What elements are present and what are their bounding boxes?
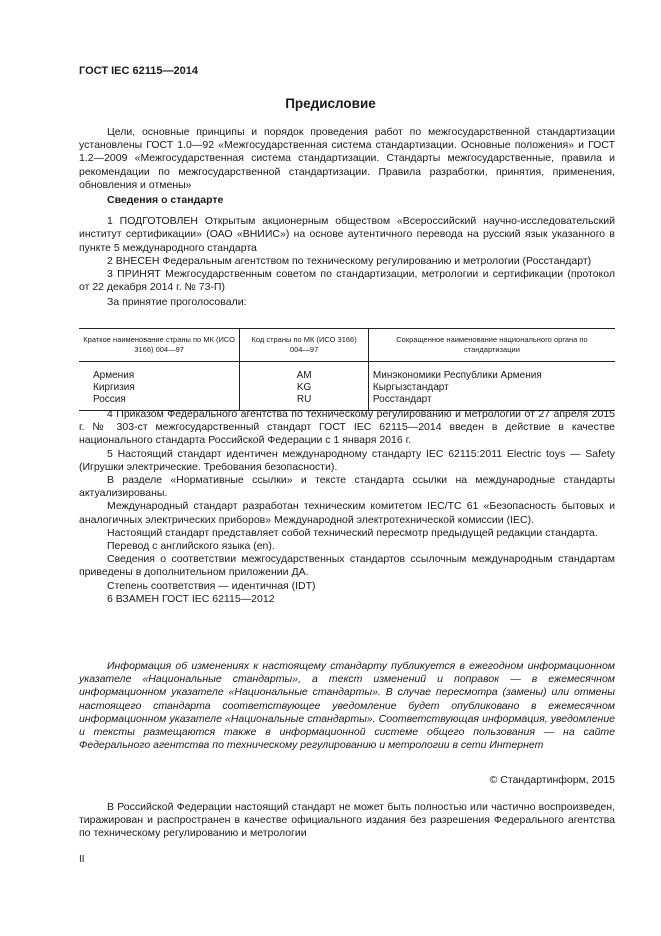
organization-cell: Росстандарт: [368, 394, 615, 411]
rights-paragraph: В Российской Федерации настоящий стандарт не может быть полностью или частично воспроизведен, тиражирован и распространен в качестве официального издания без разрешения Федерального агентства по техническому регулированию и метрологии: [79, 801, 615, 840]
table-header-code: Код страны по МК (ИСО 3166) 004—97: [240, 329, 369, 362]
intro-block: [79, 126, 615, 192]
code-cell: RU: [240, 394, 369, 411]
notice-block: [79, 660, 615, 752]
country-cell: Киргизия: [93, 382, 135, 393]
standard-info-block: [79, 194, 615, 310]
standard-details-block: [79, 408, 615, 606]
notice-paragraph: Информация об изменениях к настоящему стандарту публикуется в ежегодном информационном указателе «Национальные стандарты», а текст изменений и поправок — в ежемесячном информационном указателе «Национальные стандарты». В случае пересмотра (замены) или отмены настоящего стандарта соответствующее уведомление будет опубликовано в ежемесячном информационном указателе «Национальные стандарты». Соответствующая информация, уведомление и тексты размещаются также в информационной системе общего пользования — на сайте Федерального агентства по техническому регулированию и метрологии в сети Интернет: [79, 660, 615, 752]
country-cell: Россия: [79, 394, 240, 411]
degree-paragraph: Степень соответствия — идентичная (IDT): [107, 579, 316, 592]
table-row: [79, 382, 615, 394]
item-5-paragraph: 5 Настоящий стандарт идентичен международному стандарту IEC 62115:2011 Electric toys — Safety (Игрушки электрические. Требования безопасности).: [79, 447, 615, 473]
item-3-paragraph: 3 ПРИНЯТ Межгосударственным советом по стандартизации, метрологии и сертификации (протокол от 22 декабря 2014 г. № 73-П): [79, 268, 615, 294]
code-cell: KG: [240, 382, 369, 394]
copyright-line: © Стандартинформ, 2015: [489, 774, 615, 786]
table-header-row: [79, 329, 615, 362]
organization-cell: Минэкономики Республики Армения: [372, 370, 542, 381]
table-header-country: Краткое наименование страны по МК (ИСО 3166) 004—97: [79, 329, 240, 362]
country-cell: Армения: [93, 370, 135, 381]
item-1-paragraph: 1 ПОДГОТОВЛЕН Открытым акционерным обществом «Всероссийский научно-исследовательский институт сертификации» (ОАО «ВНИИС») на основе аутентичного перевода на русский язык указанного в пункте 5 международного стандарта: [79, 215, 615, 254]
vote-label: За принятие проголосовали:: [107, 296, 247, 309]
table-row: [79, 362, 615, 383]
technical-committee-paragraph: Международный стандарт разработан техническим комитетом IEC/TC 61 «Безопасность бытовых и аналогичных электрических приборов» Международной электротехнической комиссии (IEC).: [79, 500, 615, 526]
intro-paragraph: Цели, основные принципы и порядок проведения работ по межгосударственной стандартизации установлены ГОСТ 1.0—92 «Межгосударственная система стандартизации. Основные положения» и ГОСТ 1.2—2009 «Межгосударственная система стандартизации. Стандарты межгосударственные, правила и рекомендации по межгосударственной стандартизации. Правила разработки, принятия, применения, обновления и отмены»: [79, 126, 615, 191]
references-paragraph: В разделе «Нормативные ссылки» и тексте стандарта ссылки на международные стандарты актуализированы.: [79, 474, 615, 500]
item-4-paragraph: 4 Приказом Федерального агентства по техническому регулированию и метрологии от 27 апреля 2015 г. № 303-ст межгосударственный стандарт ГОСТ IEC 62115—2014 введен в действие в качестве национального стандарта Российской Федерации с 1 января 2016 г.: [79, 408, 615, 447]
item-6-paragraph: 6 ВЗАМЕН ГОСТ IEC 62115—2012: [107, 592, 275, 605]
page-number: II: [79, 854, 85, 865]
translation-paragraph: Перевод с английского языка (en).: [107, 540, 275, 553]
item-2-paragraph: 2 ВНЕСЕН Федеральным агентством по техническому регулированию и метрологии (Росстандарт): [107, 254, 592, 267]
document-header: ГОСТ IEC 62115—2014: [79, 65, 198, 77]
table-header-organization: Сокращенное наименование национального органа по стандартизации: [368, 329, 615, 362]
page-title: Предисловие: [285, 96, 376, 111]
rights-block: [79, 801, 615, 841]
vote-table: [79, 328, 615, 411]
revision-paragraph: Настоящий стандарт представляет собой технический пересмотр предыдущей редакции стандарта.: [107, 526, 598, 539]
annex-paragraph: Сведения о соответствии межгосударственных стандартов ссылочным международным стандартам приведены в дополнительном приложении ДА.: [79, 553, 615, 579]
organization-cell: Кыргызстандарт: [372, 382, 449, 393]
code-cell: AM: [240, 362, 369, 383]
section-subheading: Сведения о стандарте: [107, 194, 224, 206]
